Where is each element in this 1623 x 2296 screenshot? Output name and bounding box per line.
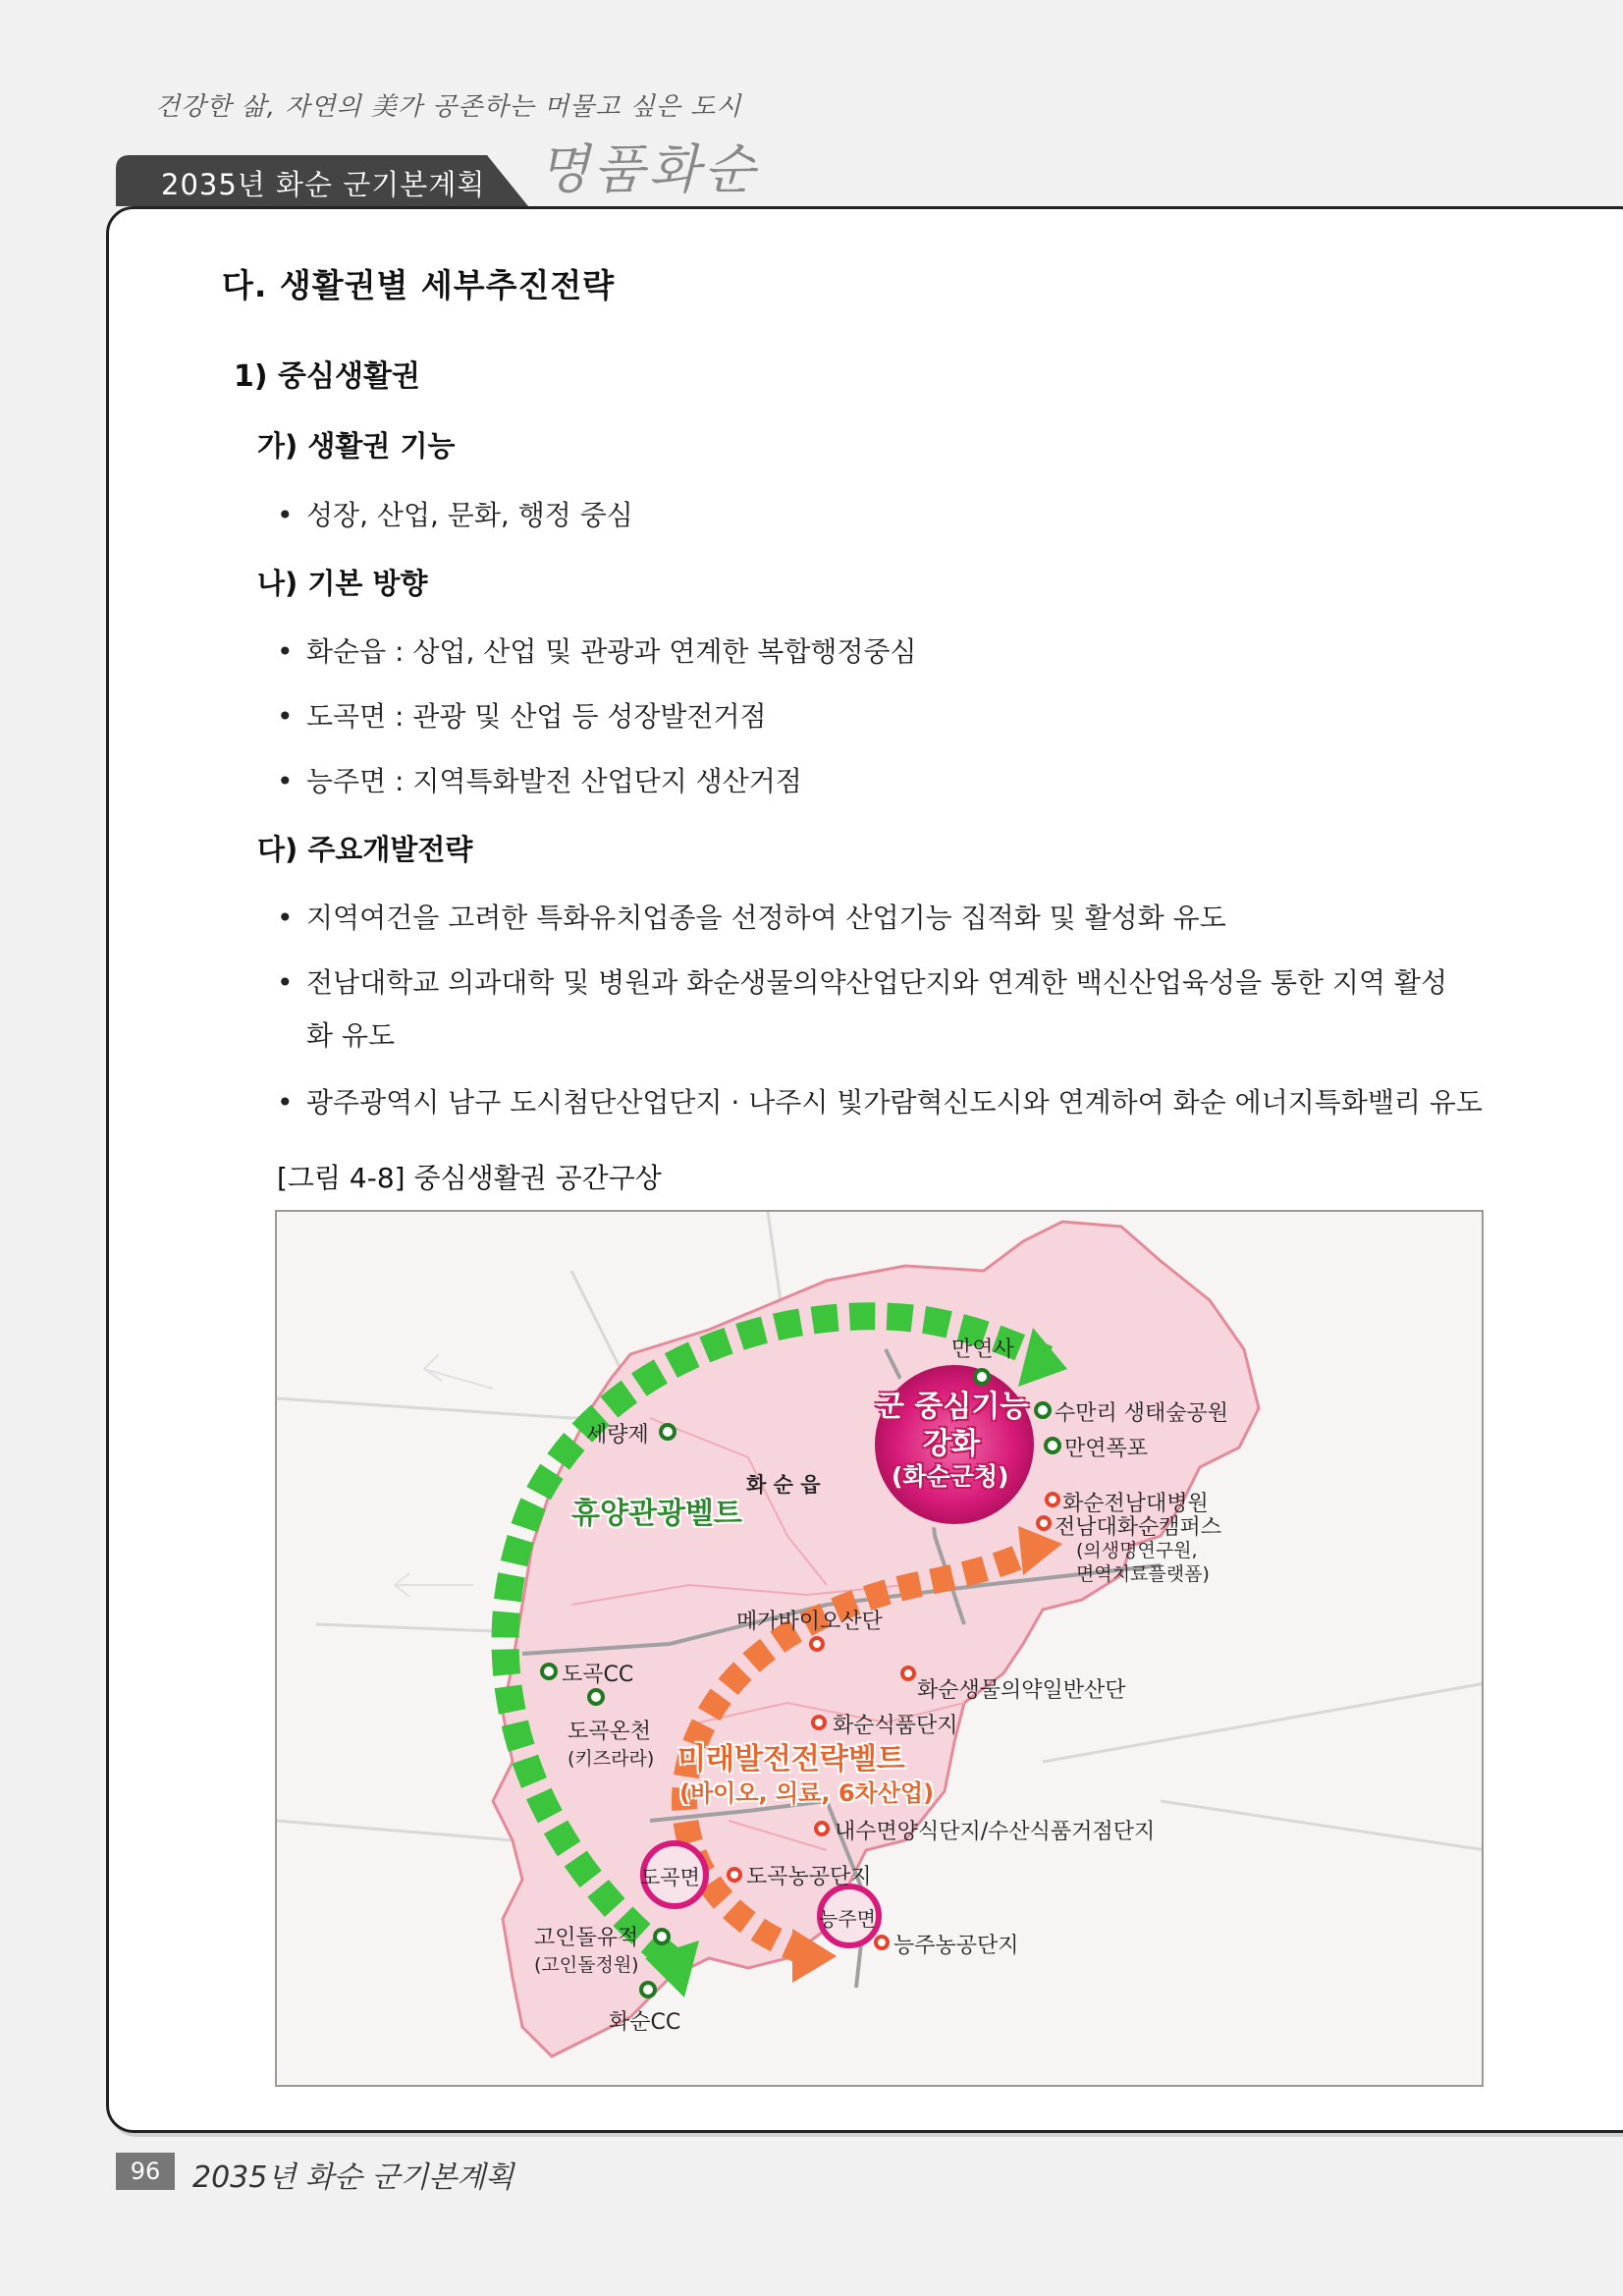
site-dogok-spa-sub: (키즈라라) xyxy=(568,1748,655,1770)
plan-title: 2035년 화순 군기본계획 xyxy=(161,168,486,201)
figure-caption: [그림 4-8] 중심생활권 공간구상 xyxy=(277,1162,662,1194)
subsection-title: 1) 중심생활권 xyxy=(234,359,420,394)
site-hospital: 화순전남대병원 xyxy=(1062,1492,1209,1516)
site-bio-general: 화순생물의약일반산단 xyxy=(917,1678,1126,1703)
bullet: • 도곡면 : 관광 및 산업 등 성장발전거점 xyxy=(277,700,767,733)
bullet: • 화순읍 : 상업, 산업 및 관광과 연계한 복합행정중심 xyxy=(277,635,917,668)
site-goindol: 고인돌유적 xyxy=(534,1926,639,1950)
site-neungju-agri: 능주농공단지 xyxy=(893,1934,1019,1958)
map-figure xyxy=(275,1210,1484,2087)
map-drawing xyxy=(277,1212,1484,2087)
town-neungju: 능주면 xyxy=(819,1907,876,1931)
item-heading-direction: 나) 기본 방향 xyxy=(257,567,428,600)
brand-logo: 명품화순 xyxy=(538,138,759,200)
bullet: • 광주광역시 남구 도시첨단산업단지 · 나주시 빛가람혁신도시와 연계하여 화순 에너지특화밸리 유도 xyxy=(277,1086,1483,1119)
page-number: 96 xyxy=(116,2153,175,2190)
item-heading-strategy: 다) 주요개발전략 xyxy=(257,833,473,866)
site-dogok-spa: 도곡온천 xyxy=(568,1720,652,1744)
bullet: • 성장, 산업, 문화, 행정 중심 xyxy=(277,499,633,531)
site-food: 화순식품단지 xyxy=(833,1714,958,1738)
bullet: • 전남대학교 의과대학 및 병원과 화순생물의약산업단지와 연계한 백신산업육성을 통한 지역 활성화 유도 xyxy=(277,966,1448,1052)
background-arrows xyxy=(395,1354,493,1597)
site-fishery: 내수면양식단지/수산식품거점단지 xyxy=(835,1820,1156,1844)
orange-belt-label: 미래발전전략벨트 xyxy=(677,1742,905,1777)
site-campus-sub1: (의생명연구원, xyxy=(1076,1540,1198,1561)
orange-belt-sublabel: (바이오, 의료, 6차산업) xyxy=(679,1779,935,1807)
site-manyeon-falls: 만연폭포 xyxy=(1064,1437,1149,1461)
site-hwasun-cc: 화순CC xyxy=(609,2010,681,2035)
green-belt-label: 휴양관광벨트 xyxy=(571,1497,742,1531)
hub-label-line3: (화순군청) xyxy=(892,1462,1009,1491)
site-dogok-agri: 도곡농공단지 xyxy=(746,1865,872,1889)
town-dogok: 도곡면 xyxy=(640,1866,700,1889)
section-title: 다. 생활권별 세부추진전략 xyxy=(222,266,616,304)
site-dogok-cc: 도곡CC xyxy=(562,1663,634,1687)
item-heading-function: 가) 생활권 기능 xyxy=(257,429,456,463)
bullet: • 능주면 : 지역특화발전 산업단지 생산거점 xyxy=(277,765,802,797)
footer-title: 2035년 화순 군기본계획 xyxy=(192,2160,514,2195)
plan-title-tab xyxy=(116,155,528,206)
site-mega-bio: 메가바이오산단 xyxy=(736,1610,883,1634)
header-slogan: 건강한 삶, 자연의 美가 공존하는 머물고 싶은 도시 xyxy=(155,92,742,122)
bullet: • 지역여건을 고려한 특화유치업종을 선정하여 산업기능 집적화 및 활성화 유도 xyxy=(277,902,1226,934)
site-campus: 전남대화순캠퍼스 xyxy=(1055,1515,1222,1540)
site-seryangje: 세량제 xyxy=(586,1423,649,1448)
hub-label-line1: 군 중심기능 xyxy=(876,1390,1029,1424)
site-campus-sub2: 면역치료플랫폼) xyxy=(1076,1563,1210,1585)
site-manyeonsa: 만연사 xyxy=(951,1338,1014,1362)
site-goindol-sub: (고인돌정원) xyxy=(534,1954,639,1976)
site-sumanri: 수만리 생태숲공원 xyxy=(1055,1401,1229,1426)
hub-label-line2: 강화 xyxy=(923,1427,980,1461)
town-hwasun: 화 순 읍 xyxy=(746,1473,821,1497)
